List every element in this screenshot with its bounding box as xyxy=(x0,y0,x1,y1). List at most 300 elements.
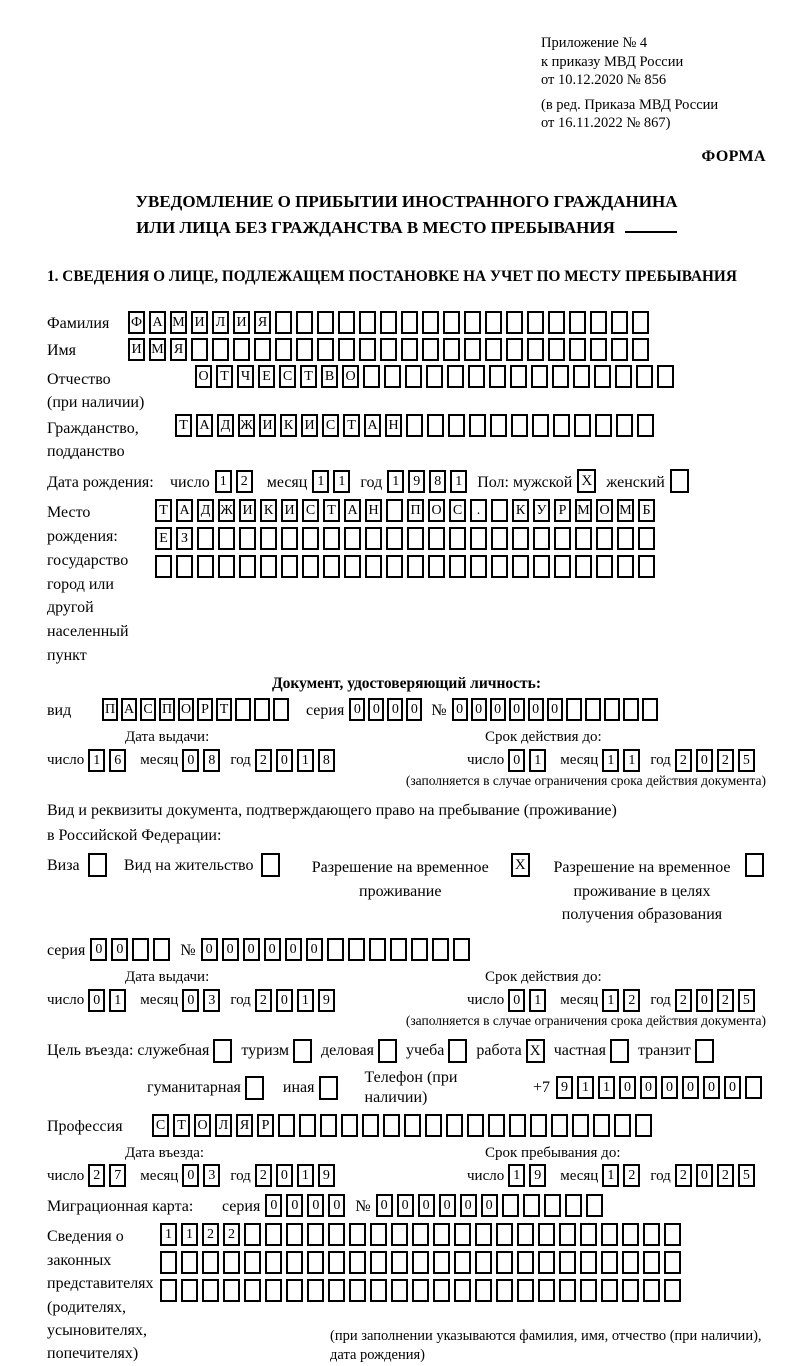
char-cell[interactable]: 0 xyxy=(182,1164,199,1187)
char-cell[interactable]: 0 xyxy=(265,1194,282,1217)
char-cell[interactable] xyxy=(307,1223,324,1246)
char-cell[interactable] xyxy=(181,1251,198,1274)
char-cell[interactable] xyxy=(281,527,298,550)
char-cell[interactable]: 1 xyxy=(577,1076,594,1099)
char-cell[interactable] xyxy=(632,311,649,334)
transit-checkbox[interactable] xyxy=(695,1039,714,1063)
char-cell[interactable]: 0 xyxy=(661,1076,678,1099)
char-cell[interactable]: А xyxy=(149,311,166,334)
char-cell[interactable] xyxy=(349,1223,366,1246)
char-cell[interactable] xyxy=(464,311,481,334)
char-cell[interactable] xyxy=(509,1114,526,1137)
char-cell[interactable] xyxy=(586,1194,603,1217)
char-cell[interactable]: М xyxy=(170,311,187,334)
char-cell[interactable]: О xyxy=(596,499,613,522)
char-cell[interactable] xyxy=(622,1251,639,1274)
char-cell[interactable]: 2 xyxy=(236,470,253,493)
char-cell[interactable] xyxy=(275,311,292,334)
char-cell[interactable]: 1 xyxy=(297,989,314,1012)
char-cell[interactable] xyxy=(565,1194,582,1217)
char-cell[interactable]: 0 xyxy=(724,1076,741,1099)
char-cell[interactable]: Я xyxy=(254,311,271,334)
char-cell[interactable] xyxy=(428,555,445,578)
char-cell[interactable]: 0 xyxy=(640,1076,657,1099)
char-cell[interactable]: И xyxy=(191,311,208,334)
char-cell[interactable] xyxy=(218,527,235,550)
char-cell[interactable] xyxy=(580,1223,597,1246)
char-cell[interactable]: Н xyxy=(385,414,402,437)
char-cell[interactable]: О xyxy=(428,499,445,522)
char-cell[interactable]: 2 xyxy=(675,989,692,1012)
char-cell[interactable]: З xyxy=(176,527,193,550)
char-cell[interactable] xyxy=(496,1223,513,1246)
char-cell[interactable] xyxy=(323,527,340,550)
char-cell[interactable]: 8 xyxy=(203,749,220,772)
char-cell[interactable]: 9 xyxy=(318,989,335,1012)
humanitarian-checkbox[interactable] xyxy=(245,1076,264,1100)
char-cell[interactable] xyxy=(538,1223,555,1246)
char-cell[interactable] xyxy=(470,555,487,578)
sex-female-checkbox[interactable] xyxy=(670,469,689,493)
char-cell[interactable] xyxy=(265,1279,282,1302)
char-cell[interactable]: 0 xyxy=(111,938,128,961)
char-cell[interactable] xyxy=(197,527,214,550)
char-cell[interactable] xyxy=(307,1251,324,1274)
char-cell[interactable] xyxy=(422,338,439,361)
char-cell[interactable]: П xyxy=(159,698,175,721)
char-cell[interactable]: Т xyxy=(175,414,192,437)
char-cell[interactable] xyxy=(470,527,487,550)
char-cell[interactable]: О xyxy=(342,365,359,388)
char-cell[interactable] xyxy=(469,414,486,437)
char-cell[interactable]: 0 xyxy=(682,1076,699,1099)
char-cell[interactable]: 0 xyxy=(418,1194,435,1217)
char-cell[interactable] xyxy=(575,527,592,550)
char-cell[interactable] xyxy=(328,1223,345,1246)
char-cell[interactable] xyxy=(566,698,582,721)
char-cell[interactable]: 2 xyxy=(623,989,640,1012)
char-cell[interactable]: Ч xyxy=(237,365,254,388)
char-cell[interactable] xyxy=(745,1076,762,1099)
char-cell[interactable] xyxy=(664,1279,681,1302)
char-cell[interactable] xyxy=(573,365,590,388)
char-cell[interactable] xyxy=(233,338,250,361)
char-cell[interactable] xyxy=(362,1114,379,1137)
char-cell[interactable] xyxy=(433,1279,450,1302)
char-cell[interactable]: 1 xyxy=(623,749,640,772)
char-cell[interactable]: 0 xyxy=(387,698,403,721)
char-cell[interactable]: 0 xyxy=(696,989,713,1012)
char-cell[interactable] xyxy=(286,1223,303,1246)
char-cell[interactable]: Т xyxy=(300,365,317,388)
char-cell[interactable] xyxy=(412,1223,429,1246)
char-cell[interactable]: С xyxy=(302,499,319,522)
char-cell[interactable]: 9 xyxy=(529,1164,546,1187)
char-cell[interactable]: Т xyxy=(216,698,232,721)
char-cell[interactable]: 7 xyxy=(109,1164,126,1187)
char-cell[interactable]: А xyxy=(121,698,137,721)
char-cell[interactable] xyxy=(595,414,612,437)
char-cell[interactable] xyxy=(467,1114,484,1137)
char-cell[interactable] xyxy=(554,555,571,578)
char-cell[interactable] xyxy=(506,338,523,361)
char-cell[interactable]: 0 xyxy=(243,938,260,961)
char-cell[interactable] xyxy=(425,1114,442,1137)
char-cell[interactable]: 0 xyxy=(328,1194,345,1217)
char-cell[interactable] xyxy=(517,1251,534,1274)
char-cell[interactable]: 1 xyxy=(160,1223,177,1246)
char-cell[interactable] xyxy=(412,1251,429,1274)
temporary-residence-education-checkbox[interactable] xyxy=(745,853,764,877)
char-cell[interactable] xyxy=(432,938,449,961)
char-cell[interactable] xyxy=(404,1114,421,1137)
char-cell[interactable]: 2 xyxy=(675,1164,692,1187)
char-cell[interactable] xyxy=(260,555,277,578)
char-cell[interactable] xyxy=(601,1251,618,1274)
char-cell[interactable] xyxy=(407,555,424,578)
char-cell[interactable] xyxy=(622,1279,639,1302)
char-cell[interactable] xyxy=(443,338,460,361)
char-cell[interactable] xyxy=(296,338,313,361)
char-cell[interactable] xyxy=(370,1251,387,1274)
char-cell[interactable]: И xyxy=(233,311,250,334)
char-cell[interactable]: 2 xyxy=(255,749,272,772)
char-cell[interactable] xyxy=(575,555,592,578)
char-cell[interactable] xyxy=(531,365,548,388)
char-cell[interactable]: 2 xyxy=(675,749,692,772)
char-cell[interactable]: А xyxy=(176,499,193,522)
char-cell[interactable]: Б xyxy=(638,499,655,522)
char-cell[interactable] xyxy=(475,1251,492,1274)
char-cell[interactable]: 0 xyxy=(439,1194,456,1217)
char-cell[interactable] xyxy=(328,1279,345,1302)
char-cell[interactable] xyxy=(265,1223,282,1246)
char-cell[interactable]: П xyxy=(407,499,424,522)
char-cell[interactable] xyxy=(527,311,544,334)
char-cell[interactable] xyxy=(491,527,508,550)
char-cell[interactable]: Р xyxy=(554,499,571,522)
char-cell[interactable]: М xyxy=(617,499,634,522)
char-cell[interactable] xyxy=(391,1279,408,1302)
char-cell[interactable] xyxy=(341,1114,358,1137)
char-cell[interactable] xyxy=(490,414,507,437)
char-cell[interactable] xyxy=(617,527,634,550)
char-cell[interactable]: 0 xyxy=(349,698,365,721)
char-cell[interactable]: У xyxy=(533,499,550,522)
char-cell[interactable] xyxy=(517,1223,534,1246)
char-cell[interactable] xyxy=(614,1114,631,1137)
char-cell[interactable]: 2 xyxy=(202,1223,219,1246)
char-cell[interactable] xyxy=(475,1279,492,1302)
char-cell[interactable]: Л xyxy=(215,1114,232,1137)
char-cell[interactable] xyxy=(254,338,271,361)
char-cell[interactable] xyxy=(327,938,344,961)
char-cell[interactable]: 0 xyxy=(286,1194,303,1217)
char-cell[interactable]: О xyxy=(195,365,212,388)
char-cell[interactable] xyxy=(601,1279,618,1302)
char-cell[interactable] xyxy=(637,414,654,437)
char-cell[interactable]: 0 xyxy=(696,749,713,772)
char-cell[interactable] xyxy=(446,1114,463,1137)
char-cell[interactable] xyxy=(623,698,639,721)
char-cell[interactable] xyxy=(454,1223,471,1246)
char-cell[interactable] xyxy=(468,365,485,388)
char-cell[interactable] xyxy=(448,414,465,437)
char-cell[interactable] xyxy=(302,555,319,578)
char-cell[interactable] xyxy=(569,338,586,361)
sex-male-checkbox[interactable]: X xyxy=(577,469,596,493)
char-cell[interactable] xyxy=(365,527,382,550)
char-cell[interactable]: 0 xyxy=(276,749,293,772)
char-cell[interactable]: И xyxy=(301,414,318,437)
char-cell[interactable] xyxy=(449,555,466,578)
char-cell[interactable]: Ж xyxy=(218,499,235,522)
char-cell[interactable] xyxy=(323,555,340,578)
char-cell[interactable] xyxy=(527,338,544,361)
char-cell[interactable]: 1 xyxy=(297,749,314,772)
char-cell[interactable]: 1 xyxy=(598,1076,615,1099)
char-cell[interactable]: 1 xyxy=(450,470,467,493)
study-checkbox[interactable] xyxy=(448,1039,467,1063)
char-cell[interactable] xyxy=(601,1223,618,1246)
char-cell[interactable] xyxy=(344,555,361,578)
char-cell[interactable]: Ф xyxy=(128,311,145,334)
char-cell[interactable] xyxy=(485,338,502,361)
char-cell[interactable]: Т xyxy=(343,414,360,437)
char-cell[interactable]: О xyxy=(178,698,194,721)
char-cell[interactable] xyxy=(317,311,334,334)
char-cell[interactable] xyxy=(307,1279,324,1302)
work-checkbox[interactable]: X xyxy=(526,1039,545,1063)
char-cell[interactable] xyxy=(369,938,386,961)
char-cell[interactable] xyxy=(202,1251,219,1274)
char-cell[interactable] xyxy=(426,365,443,388)
char-cell[interactable] xyxy=(359,338,376,361)
char-cell[interactable] xyxy=(197,555,214,578)
char-cell[interactable]: П xyxy=(102,698,118,721)
char-cell[interactable] xyxy=(454,1279,471,1302)
char-cell[interactable] xyxy=(244,1251,261,1274)
char-cell[interactable]: 0 xyxy=(508,749,525,772)
char-cell[interactable] xyxy=(533,527,550,550)
char-cell[interactable]: М xyxy=(575,499,592,522)
char-cell[interactable] xyxy=(574,414,591,437)
char-cell[interactable] xyxy=(523,1194,540,1217)
char-cell[interactable] xyxy=(386,499,403,522)
char-cell[interactable] xyxy=(615,365,632,388)
char-cell[interactable]: 1 xyxy=(297,1164,314,1187)
char-cell[interactable]: И xyxy=(128,338,145,361)
char-cell[interactable] xyxy=(533,555,550,578)
char-cell[interactable] xyxy=(348,938,365,961)
char-cell[interactable] xyxy=(370,1279,387,1302)
char-cell[interactable]: И xyxy=(281,499,298,522)
char-cell[interactable] xyxy=(344,527,361,550)
char-cell[interactable] xyxy=(485,311,502,334)
char-cell[interactable]: 0 xyxy=(90,938,107,961)
char-cell[interactable]: Л xyxy=(212,311,229,334)
char-cell[interactable] xyxy=(559,1279,576,1302)
char-cell[interactable]: 1 xyxy=(109,989,126,1012)
char-cell[interactable]: 0 xyxy=(471,698,487,721)
char-cell[interactable]: А xyxy=(196,414,213,437)
char-cell[interactable] xyxy=(548,338,565,361)
char-cell[interactable] xyxy=(590,338,607,361)
char-cell[interactable]: Т xyxy=(173,1114,190,1137)
char-cell[interactable]: 8 xyxy=(318,749,335,772)
char-cell[interactable]: 0 xyxy=(406,698,422,721)
char-cell[interactable] xyxy=(593,1114,610,1137)
char-cell[interactable] xyxy=(384,365,401,388)
char-cell[interactable]: 2 xyxy=(717,749,734,772)
char-cell[interactable] xyxy=(638,555,655,578)
char-cell[interactable]: 6 xyxy=(109,749,126,772)
char-cell[interactable] xyxy=(449,527,466,550)
char-cell[interactable]: Т xyxy=(155,499,172,522)
char-cell[interactable] xyxy=(391,1251,408,1274)
char-cell[interactable] xyxy=(401,338,418,361)
char-cell[interactable] xyxy=(638,527,655,550)
char-cell[interactable] xyxy=(443,311,460,334)
char-cell[interactable] xyxy=(636,365,653,388)
visa-checkbox[interactable] xyxy=(88,853,107,877)
char-cell[interactable]: Р xyxy=(197,698,213,721)
char-cell[interactable] xyxy=(273,698,289,721)
char-cell[interactable] xyxy=(454,1251,471,1274)
char-cell[interactable] xyxy=(365,555,382,578)
char-cell[interactable] xyxy=(532,414,549,437)
char-cell[interactable] xyxy=(491,499,508,522)
char-cell[interactable]: 5 xyxy=(738,989,755,1012)
char-cell[interactable] xyxy=(191,338,208,361)
char-cell[interactable]: 1 xyxy=(529,749,546,772)
char-cell[interactable]: С xyxy=(449,499,466,522)
char-cell[interactable]: 0 xyxy=(306,938,323,961)
char-cell[interactable]: 2 xyxy=(717,989,734,1012)
char-cell[interactable] xyxy=(657,365,674,388)
char-cell[interactable] xyxy=(132,938,149,961)
char-cell[interactable] xyxy=(296,311,313,334)
char-cell[interactable]: 1 xyxy=(88,749,105,772)
char-cell[interactable]: В xyxy=(321,365,338,388)
char-cell[interactable]: 5 xyxy=(738,1164,755,1187)
char-cell[interactable]: 0 xyxy=(397,1194,414,1217)
char-cell[interactable]: 0 xyxy=(490,698,506,721)
char-cell[interactable] xyxy=(405,365,422,388)
char-cell[interactable] xyxy=(551,1114,568,1137)
char-cell[interactable]: 0 xyxy=(547,698,563,721)
char-cell[interactable] xyxy=(491,555,508,578)
char-cell[interactable] xyxy=(502,1194,519,1217)
char-cell[interactable] xyxy=(427,414,444,437)
char-cell[interactable] xyxy=(572,1114,589,1137)
char-cell[interactable]: 9 xyxy=(408,470,425,493)
char-cell[interactable] xyxy=(338,338,355,361)
char-cell[interactable] xyxy=(643,1223,660,1246)
char-cell[interactable] xyxy=(391,1223,408,1246)
char-cell[interactable]: Т xyxy=(216,365,233,388)
char-cell[interactable] xyxy=(512,555,529,578)
char-cell[interactable] xyxy=(265,1251,282,1274)
char-cell[interactable] xyxy=(244,1279,261,1302)
char-cell[interactable] xyxy=(433,1223,450,1246)
char-cell[interactable] xyxy=(559,1251,576,1274)
char-cell[interactable] xyxy=(617,555,634,578)
char-cell[interactable]: 0 xyxy=(276,1164,293,1187)
char-cell[interactable] xyxy=(548,311,565,334)
char-cell[interactable] xyxy=(616,414,633,437)
char-cell[interactable] xyxy=(407,527,424,550)
char-cell[interactable] xyxy=(642,698,658,721)
char-cell[interactable] xyxy=(328,1251,345,1274)
char-cell[interactable]: 0 xyxy=(182,749,199,772)
char-cell[interactable]: 0 xyxy=(528,698,544,721)
char-cell[interactable]: Е xyxy=(155,527,172,550)
temporary-residence-checkbox[interactable]: X xyxy=(511,853,530,877)
char-cell[interactable]: Д xyxy=(197,499,214,522)
char-cell[interactable] xyxy=(506,311,523,334)
char-cell[interactable] xyxy=(496,1251,513,1274)
char-cell[interactable] xyxy=(359,311,376,334)
char-cell[interactable] xyxy=(464,338,481,361)
char-cell[interactable]: 1 xyxy=(312,470,329,493)
char-cell[interactable] xyxy=(488,1114,505,1137)
char-cell[interactable]: 1 xyxy=(529,989,546,1012)
char-cell[interactable] xyxy=(223,1279,240,1302)
char-cell[interactable] xyxy=(338,311,355,334)
char-cell[interactable]: 0 xyxy=(703,1076,720,1099)
char-cell[interactable] xyxy=(286,1251,303,1274)
char-cell[interactable] xyxy=(239,555,256,578)
private-checkbox[interactable] xyxy=(610,1039,629,1063)
char-cell[interactable]: Д xyxy=(217,414,234,437)
char-cell[interactable]: 5 xyxy=(738,749,755,772)
char-cell[interactable]: 0 xyxy=(696,1164,713,1187)
char-cell[interactable] xyxy=(218,555,235,578)
char-cell[interactable]: С xyxy=(152,1114,169,1137)
char-cell[interactable] xyxy=(176,555,193,578)
char-cell[interactable]: И xyxy=(259,414,276,437)
char-cell[interactable] xyxy=(380,311,397,334)
char-cell[interactable] xyxy=(317,338,334,361)
char-cell[interactable] xyxy=(664,1251,681,1274)
char-cell[interactable] xyxy=(380,338,397,361)
char-cell[interactable] xyxy=(433,1251,450,1274)
char-cell[interactable] xyxy=(590,311,607,334)
char-cell[interactable] xyxy=(155,555,172,578)
char-cell[interactable] xyxy=(496,1279,513,1302)
char-cell[interactable]: Я xyxy=(236,1114,253,1137)
char-cell[interactable] xyxy=(299,1114,316,1137)
char-cell[interactable] xyxy=(596,527,613,550)
char-cell[interactable]: . xyxy=(470,499,487,522)
char-cell[interactable]: 0 xyxy=(376,1194,393,1217)
char-cell[interactable]: 9 xyxy=(318,1164,335,1187)
char-cell[interactable]: Я xyxy=(170,338,187,361)
char-cell[interactable] xyxy=(160,1279,177,1302)
char-cell[interactable] xyxy=(181,1279,198,1302)
char-cell[interactable] xyxy=(302,527,319,550)
char-cell[interactable]: 3 xyxy=(203,989,220,1012)
char-cell[interactable]: С xyxy=(279,365,296,388)
char-cell[interactable] xyxy=(664,1223,681,1246)
char-cell[interactable] xyxy=(453,938,470,961)
char-cell[interactable] xyxy=(552,365,569,388)
char-cell[interactable]: 0 xyxy=(508,989,525,1012)
char-cell[interactable] xyxy=(370,1223,387,1246)
char-cell[interactable]: 9 xyxy=(556,1076,573,1099)
char-cell[interactable] xyxy=(643,1251,660,1274)
